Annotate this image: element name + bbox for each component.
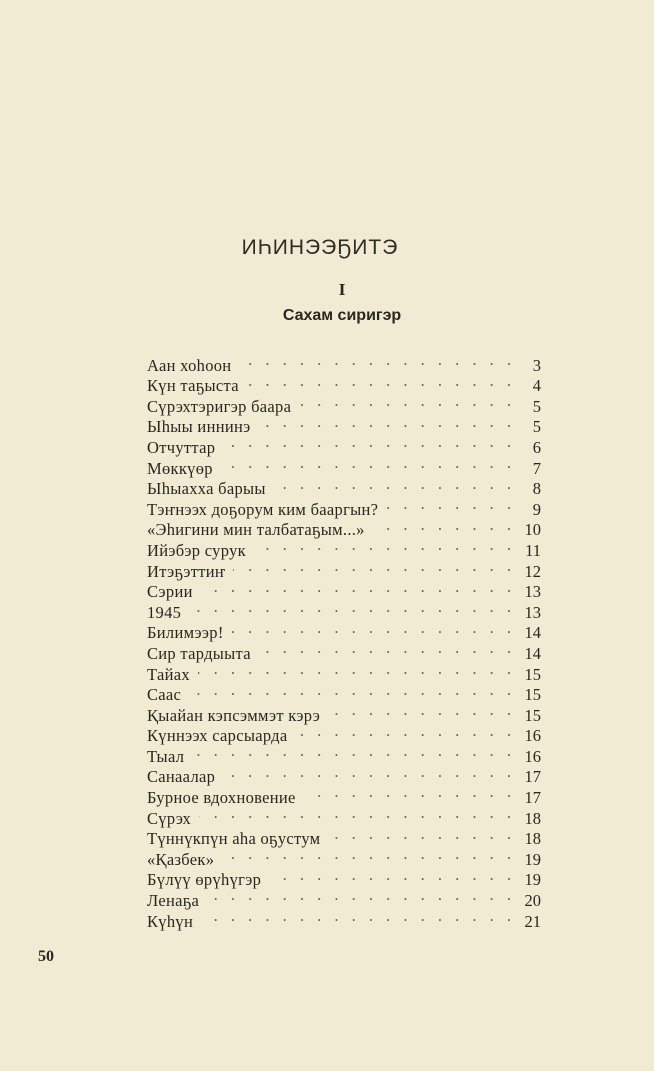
dot-leader bbox=[192, 741, 511, 762]
toc-entry-page: 18 bbox=[524, 829, 541, 849]
toc-entry-title: Күһүн bbox=[147, 911, 194, 931]
toc-entry-title: Бүлүү өрүһүгэр bbox=[147, 870, 262, 890]
toc-entry-page: 12 bbox=[524, 561, 541, 581]
toc-entry-page: 9 bbox=[532, 499, 541, 519]
toc-entry-title: Ыһыы иннинэ bbox=[147, 417, 251, 437]
toc-entry-page: 16 bbox=[524, 726, 541, 746]
toc-entry bbox=[147, 741, 541, 766]
dot-leader bbox=[233, 556, 511, 577]
toc-entry-page: 16 bbox=[524, 746, 541, 766]
toc-entry-title: Билимээр! bbox=[147, 623, 224, 643]
toc-entry-title: 1945 bbox=[147, 602, 182, 622]
toc-entry-title: Итэҕэттиҥ bbox=[147, 561, 226, 581]
toc-entry bbox=[147, 680, 541, 705]
toc-entry-page: 14 bbox=[524, 623, 541, 643]
dot-leader bbox=[328, 700, 511, 721]
toc-entry-page: 4 bbox=[532, 376, 541, 396]
toc-entry-title: Тэҥнээх доҕорум ким бааргын? bbox=[147, 499, 379, 519]
dot-leader bbox=[207, 885, 511, 906]
toc-entry-title: Қыайан кэпсэммэт кэрэ bbox=[147, 705, 321, 725]
dot-leader bbox=[304, 782, 511, 803]
dot-leader bbox=[373, 515, 511, 536]
toc-entry-page: 17 bbox=[524, 788, 541, 808]
toc-entry-title: Бурное вдохновение bbox=[147, 788, 296, 808]
toc-entry bbox=[147, 597, 541, 622]
toc-entry-title: Ыһыахха барыы bbox=[147, 479, 266, 499]
toc-entry-page: 15 bbox=[524, 664, 541, 684]
toc-entry-page: 15 bbox=[524, 685, 541, 705]
toc-entry bbox=[147, 906, 541, 931]
page-title: ИҺИНЭЭҔИТЭ bbox=[241, 236, 399, 259]
toc-entry-page: 8 bbox=[532, 479, 541, 499]
toc-entry-title: Күннээх сарсыарда bbox=[147, 726, 288, 746]
toc-entry-page: 15 bbox=[524, 705, 541, 725]
toc-entry-page: 18 bbox=[524, 808, 541, 828]
dot-leader bbox=[223, 432, 511, 453]
toc-entry bbox=[147, 577, 541, 602]
page-number: 50 bbox=[38, 948, 54, 965]
dot-leader bbox=[269, 865, 511, 886]
dot-leader bbox=[198, 659, 511, 680]
dot-leader bbox=[189, 680, 511, 701]
toc-entry-page: 13 bbox=[524, 582, 541, 602]
dot-leader bbox=[299, 391, 511, 412]
toc-entry-title: Түннүкпүн аһа оҕустум bbox=[147, 829, 321, 849]
toc-entry bbox=[147, 762, 541, 787]
dot-leader bbox=[239, 350, 511, 371]
toc-entry-page: 11 bbox=[525, 540, 541, 560]
dot-leader bbox=[189, 597, 511, 618]
toc-entry-page: 5 bbox=[532, 396, 541, 416]
toc-entry-page: 20 bbox=[524, 891, 541, 911]
part-number: I bbox=[338, 280, 346, 299]
toc-entry-title: Сүрэхтэригэр баара bbox=[147, 396, 292, 416]
toc-entry bbox=[147, 659, 541, 684]
toc-entry-title: Отчуттар bbox=[147, 437, 216, 457]
toc-entry-page: 6 bbox=[532, 437, 541, 457]
toc-entry bbox=[147, 803, 541, 828]
toc-entry-title: Сэрии bbox=[147, 582, 193, 602]
toc-entry bbox=[147, 350, 541, 375]
dot-leader bbox=[259, 638, 511, 659]
toc-entry-page: 10 bbox=[524, 520, 541, 540]
dot-leader bbox=[223, 762, 511, 783]
table-of-contents bbox=[147, 350, 541, 931]
toc-entry-title: Тайах bbox=[147, 664, 190, 684]
toc-entry-page: 14 bbox=[524, 643, 541, 663]
toc-entry bbox=[147, 824, 541, 849]
toc-entry-title: Тыал bbox=[147, 746, 185, 766]
dot-leader bbox=[247, 371, 511, 392]
dot-leader bbox=[258, 412, 511, 433]
dot-leader bbox=[221, 453, 511, 474]
toc-entry-page: 7 bbox=[532, 458, 541, 478]
toc-entry bbox=[147, 618, 541, 643]
toc-entry-page: 17 bbox=[524, 767, 541, 787]
toc-entry-title: Сир тардыыта bbox=[147, 643, 251, 663]
dot-leader bbox=[232, 618, 511, 639]
toc-entry-title: «Қазбек» bbox=[147, 849, 215, 869]
toc-entry-title: Сүрэх bbox=[147, 808, 192, 828]
dot-leader bbox=[296, 721, 512, 742]
toc-entry-title: Ленаҕа bbox=[147, 891, 200, 911]
section-heading: Сахам сиригэр bbox=[282, 307, 402, 324]
dot-leader bbox=[222, 844, 511, 865]
dot-leader bbox=[386, 494, 511, 515]
toc-entry-page: 3 bbox=[532, 355, 541, 375]
toc-entry-page: 19 bbox=[524, 870, 541, 890]
toc-entry-title: Саас bbox=[147, 685, 182, 705]
toc-entry-title: Аан хоһоон bbox=[147, 355, 232, 375]
toc-entry-page: 21 bbox=[524, 911, 541, 931]
toc-entry-title: Санаалар bbox=[147, 767, 216, 787]
toc-entry-page: 13 bbox=[524, 602, 541, 622]
dot-leader bbox=[201, 577, 511, 598]
dot-leader bbox=[201, 906, 511, 927]
toc-entry-page: 19 bbox=[524, 849, 541, 869]
toc-entry-title: «Эһигини мин талбатаҕым...» bbox=[147, 520, 365, 540]
dot-leader bbox=[199, 803, 511, 824]
dot-leader bbox=[254, 535, 511, 556]
toc-entry-page: 5 bbox=[532, 417, 541, 437]
toc-entry-title: Мөккүөр bbox=[147, 458, 213, 478]
dot-leader bbox=[274, 474, 511, 495]
dot-leader bbox=[328, 824, 511, 845]
toc-entry-title: Күн таҕыста bbox=[147, 376, 239, 396]
toc-entry-title: Ийэбэр сурук bbox=[147, 540, 246, 560]
toc-entry bbox=[147, 700, 541, 725]
